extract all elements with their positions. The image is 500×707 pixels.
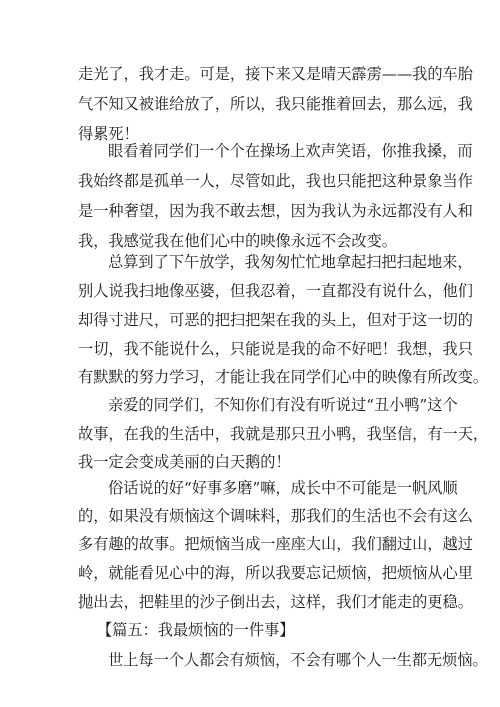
text-line: 得累死！ <box>78 125 139 143</box>
text-line: 有默默的努力学习，才能让我在同学们心中的映像有所改变。 <box>78 368 489 386</box>
paragraph-first-line: 世上每一个人都会有烦恼，不会有哪个人一生都无烦恼。 <box>108 651 488 669</box>
paragraph-first-line: 眼看着同学们一个个在操场上欢声笑语，你推我搡，而 <box>108 142 473 160</box>
paragraph-first-line: 俗话说的好“好事多磨”嘛，成长中不可能是一帆风顺 <box>108 479 458 497</box>
text-line: 的，如果没有烦恼这个调味料，那我们的生活也不会有这么 <box>78 507 473 525</box>
text-line: 别人说我扫地像巫婆，但我忍着，一直都没有说什么，他们 <box>78 282 473 300</box>
text-line: 我一定会变成美丽的白天鹅的！ <box>78 453 291 471</box>
text-line: 走光了，我才走。可是，接下来又是晴天霹雳——我的车胎 <box>78 65 473 83</box>
text-line: 是一种奢望，因为我不敢去想，因为我认为永远都没有人和 <box>78 202 473 220</box>
text-line: 岭，就能看见心中的海，所以我要忘记烦恼，把烦恼从心里 <box>78 564 473 582</box>
text-line: 抛出去，把鞋里的沙子倒出去，这样，我们才能走的更稳。 <box>78 593 473 611</box>
text-line: 我，我感觉我在他们心中的映像永远不会改变。 <box>78 232 397 250</box>
text-line: 一切，我不能说什么，只能说是我的命不好吧！我想，我只 <box>78 340 473 358</box>
text-line: 多有趣的故事。把烦恼当成一座座大山，我们翻过山，越过 <box>78 535 473 553</box>
text-line: 却得寸进尺，可恶的把扫把架在我的头上，但对于这一切的 <box>78 311 473 329</box>
text-line: 气不知又被谁给放了，所以，我只能推着回去，那么远，我 <box>78 95 473 113</box>
paragraph-first-line: 亲爱的同学们，不知你们有没有听说过“丑小鸭”这个 <box>108 396 458 414</box>
text-line: 我始终都是孤单一人，尽管如此，我也只能把这种景象当作 <box>78 172 473 190</box>
text-line: 故事，在我的生活中，我就是那只丑小鸭，我坚信，有一天， <box>78 425 489 443</box>
paragraph-first-line: 总算到了下午放学，我匆匆忙忙地拿起扫把扫起地来， <box>108 253 473 271</box>
section-heading: 【篇五：我最烦恼的一件事】 <box>97 621 295 639</box>
